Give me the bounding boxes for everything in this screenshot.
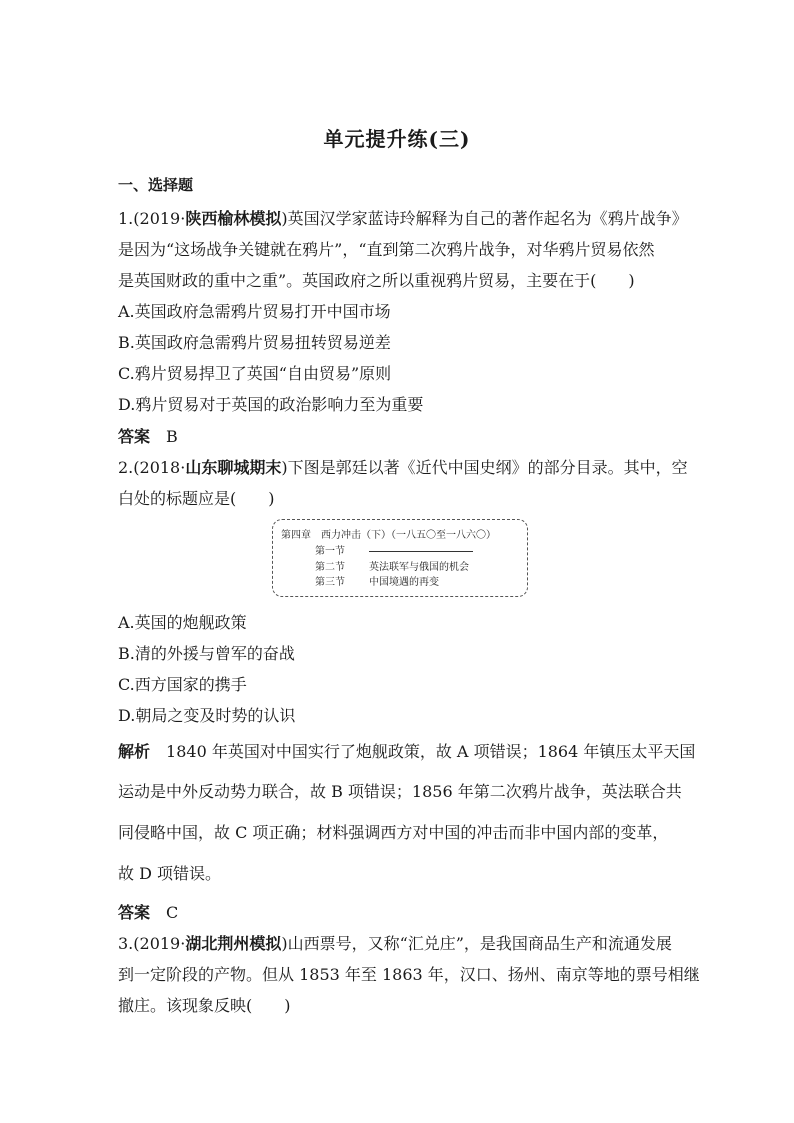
answer-label: 答案 — [118, 427, 151, 446]
q2-line-1 — [118, 455, 688, 478]
q1-option-a: A.英国政府急需鸦片贸易打开中国市场 — [118, 302, 391, 321]
answer-value: C — [166, 903, 179, 922]
q1-option-b: B.英国政府急需鸦片贸易扭转贸易逆差 — [118, 333, 391, 352]
analysis-label: 解析 — [118, 742, 151, 761]
q2-analysis-line-1 — [118, 739, 696, 762]
q1-number: 1.(2019· — [118, 209, 186, 228]
q2-analysis-line-3: 同侵略中国，故 C 项正确；材料强调西方对中国的冲击而非中国内部的变革， — [118, 823, 669, 842]
q1-option-c: C.鸦片贸易捍卫了英国“自由贸易”原则 — [118, 364, 392, 383]
toc-section-3: 第三节 — [315, 577, 345, 588]
q3-line-2: 到一定阶段的产物。但从 1853 年至 1863 年，汉口、扬州、南京等地的票号相继 — [118, 965, 700, 984]
q2-analysis-line-2: 运动是中外反动势力联合，故 B 项错误；1856 年第二次鸦片战争，英法联合共 — [118, 782, 682, 801]
q1-line-1 — [118, 206, 688, 229]
q2-option-a: A.英国的炮舰政策 — [118, 613, 247, 632]
q2-line-2: 白处的标题应是( ) — [118, 489, 275, 508]
q1-line-2: 是因为“这场战争关键就在鸦片”，“直到第二次鸦片战争，对华鸦片贸易依然 — [118, 240, 655, 259]
q3-line-1 — [118, 931, 678, 954]
toc-section-2: 第二节 — [315, 562, 345, 573]
q1-option-d: D.鸦片贸易对于英国的政治影响力至为重要 — [118, 395, 424, 414]
q2-number: 2.(2018· — [118, 458, 186, 477]
toc-section-3-title: 中国境遇的再变 — [369, 577, 439, 588]
page-title: 单元提升练(三) — [323, 127, 471, 151]
toc-chapter: 第四章 西力冲击（下）（一八五〇至一八六〇） — [281, 530, 496, 541]
analysis-text-1: 1840 年英国对中国实行了炮舰政策，故 A 项错误；1864 年镇压太平天国 — [166, 742, 696, 761]
q3-stem-part1: )山西票号，又称“汇兑庄”，是我国商品生产和流通发展 — [281, 934, 672, 953]
q1-answer — [118, 424, 678, 447]
toc-blank-line — [369, 551, 473, 552]
answer-label: 答案 — [118, 903, 151, 922]
q2-answer — [118, 900, 678, 923]
q3-line-3: 撤庄。该现象反映( ) — [118, 996, 291, 1015]
q1-source: 陕西榆林模拟 — [185, 209, 282, 228]
toc-section-2-title: 英法联军与俄国的机会 — [369, 562, 469, 573]
toc-section-1: 第一节 — [315, 546, 345, 557]
q2-stem-part1: )下图是郭廷以著《近代中国史纲》的部分目录。其中，空 — [281, 458, 688, 477]
q3-number: 3.(2019· — [118, 934, 186, 953]
q2-option-b: B.清的外援与曾军的奋战 — [118, 644, 295, 663]
q2-option-d: D.朝局之变及时势的认识 — [118, 706, 296, 725]
q1-line-3: 是英国财政的重中之重”。英国政府之所以重视鸦片贸易，主要在于( ) — [118, 271, 635, 290]
table-of-contents-figure — [272, 519, 528, 597]
q2-source: 山东聊城期末 — [185, 458, 282, 477]
section-heading: 一、选择题 — [118, 176, 194, 194]
answer-value: B — [166, 427, 178, 446]
q2-analysis-line-4: 故 D 项错误。 — [118, 864, 222, 883]
q1-stem-part1: )英国汉学家蓝诗玲解释为自己的著作起名为《鸦片战争》 — [281, 209, 688, 228]
q2-option-c: C.西方国家的携手 — [118, 675, 247, 694]
q3-source: 湖北荆州模拟 — [185, 934, 282, 953]
